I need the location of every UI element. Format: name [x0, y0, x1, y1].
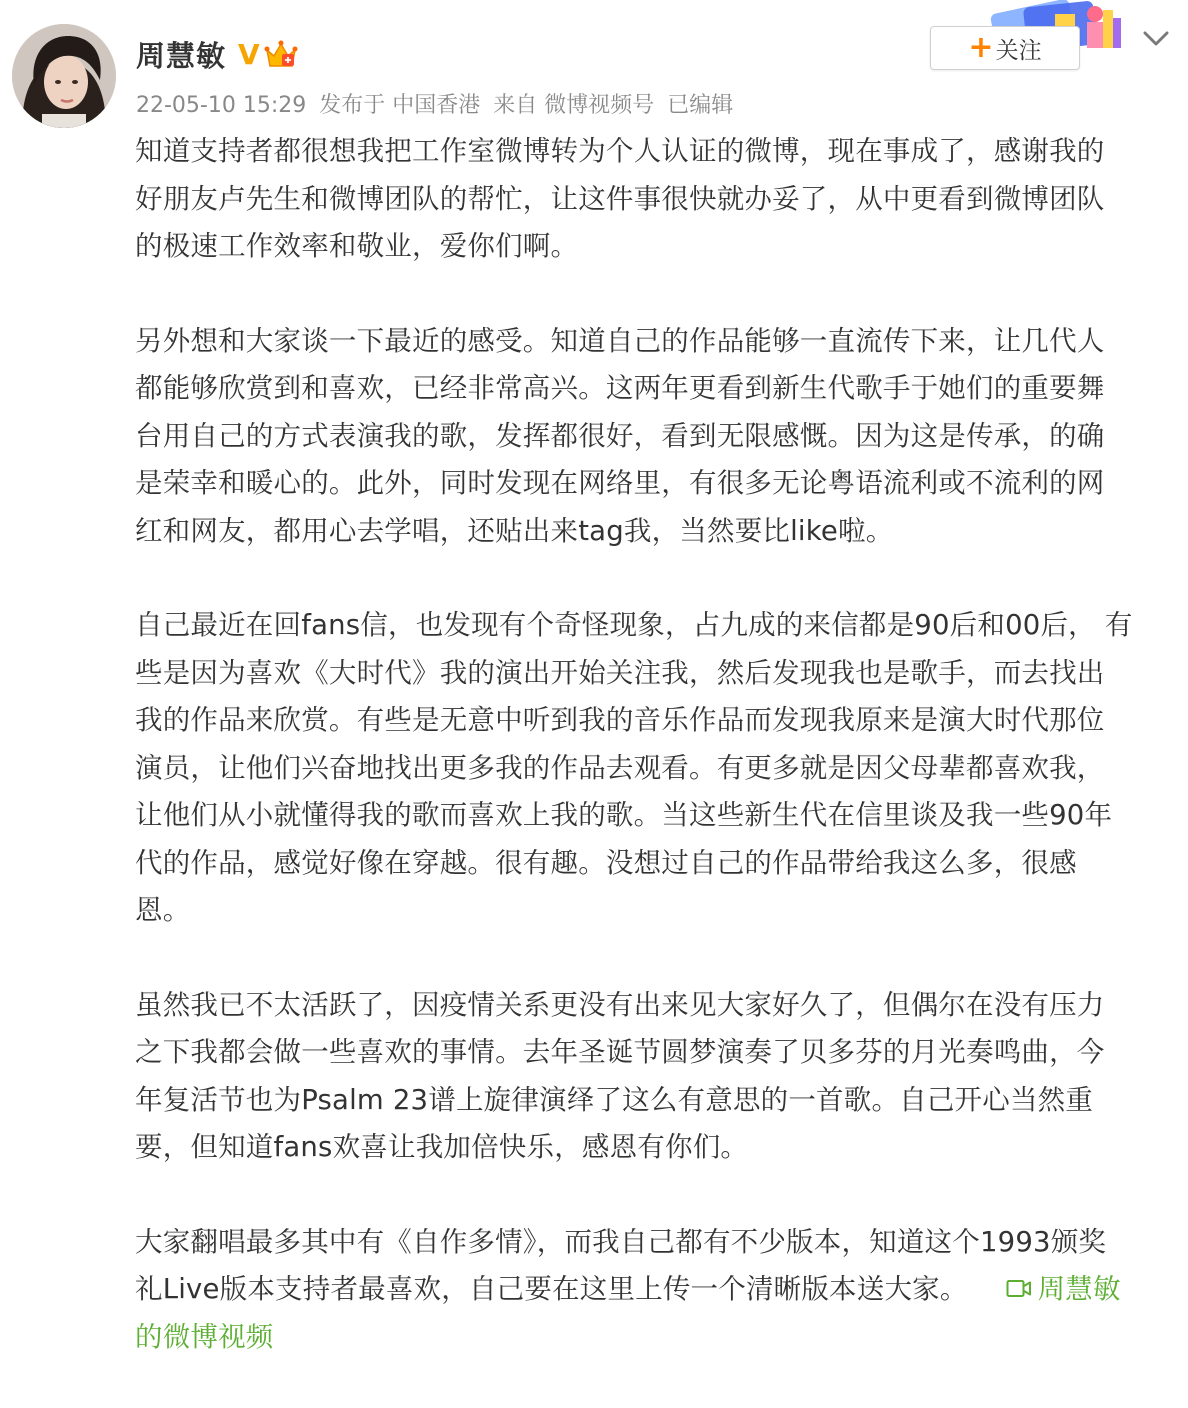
text-line: 让他们从小就懂得我的歌而喜欢上我的歌。当这些新生代在信里谈及我一些90年: [135, 799, 1113, 831]
username[interactable]: 周慧敏: [136, 38, 227, 73]
video-link-text: 周慧敏: [1037, 1273, 1121, 1305]
text-line: 是荣幸和暖心的。此外，同时发现在网络里，有很多无论粤语流利或不流利的网: [135, 467, 1105, 499]
post-paragraph: [135, 982, 1165, 1172]
text-line: 的极速工作效率和敬业，爱你们啊。: [135, 230, 579, 262]
text-line: 代的作品，感觉好像在穿越。很有趣。没想过自己的作品带给我这么多，很感: [135, 846, 1077, 879]
text-line-content: 礼Live版本支持者最喜欢，自己要在这里上传一个清晰版本送大家。: [135, 1273, 968, 1305]
chevron-down-icon[interactable]: [1140, 22, 1172, 54]
text-line: 之下我都会做一些喜欢的事情。去年圣诞节圆梦演奏了贝多芬的月光奏鸣曲，今: [135, 1036, 1105, 1068]
text-line: 红和网友，都用心去学唱，还贴出来tag我，当然要比like啦。: [135, 514, 894, 547]
text-line: 知道支持者都很想我把工作室微博转为个人认证的微博，现在事成了，感谢我的: [135, 135, 1105, 167]
crown-icon[interactable]: [264, 38, 298, 70]
post-meta: [136, 88, 733, 119]
video-icon: [1006, 1278, 1032, 1300]
text-line: 大家翻唱最多其中有《自作多情》，而我自己都有不少版本，知道这个1993颁奖: [135, 1225, 1107, 1258]
text-line: 些是因为喜欢《大时代》我的演出开始关注我，然后发现我也是歌手，而去找出: [135, 656, 1105, 689]
follow-button[interactable]: [930, 26, 1080, 70]
post-time[interactable]: 22-05-10 15:29: [136, 93, 307, 118]
text-line: 自己最近在回fans信，也发现有个奇怪现象，占九成的来信都是90后和00后， 有: [135, 609, 1133, 641]
user-name-row: [136, 34, 298, 74]
verified-badge-icon[interactable]: V: [238, 37, 260, 71]
post-location: 发布于 中国香港: [319, 93, 481, 118]
text-line: 年复活节也为Psalm 23谱上旋律演绎了这么有意思的一首歌。自己开心当然重: [135, 1083, 1094, 1116]
avatar-image: [12, 24, 116, 128]
text-line: 都能够欣赏到和喜欢，已经非常高兴。这两年更看到新生代歌手于她们的重要舞: [135, 372, 1105, 404]
avatar[interactable]: [12, 24, 116, 128]
text-line: 虽然我已不太活跃了，因疫情关系更没有出来见大家好久了，但偶尔在没有压力: [135, 988, 1105, 1021]
plus-icon: +: [968, 30, 994, 65]
video-link[interactable]: [1006, 1273, 1121, 1305]
post-paragraph: [135, 602, 1165, 935]
text-line: [135, 1314, 1165, 1362]
text-line: 另外想和大家谈一下最近的感受。知道自己的作品能够一直流传下来，让几代人: [135, 324, 1105, 357]
text-line: 要，但知道fans欢喜让我加倍快乐，感恩有你们。: [135, 1131, 749, 1163]
post-paragraph: [135, 128, 1165, 271]
post-paragraph: [135, 318, 1165, 556]
edited-label[interactable]: 已编辑: [667, 93, 734, 118]
post-content: [135, 128, 1165, 1408]
text-line: 台用自己的方式表演我的歌，发挥都很好，看到无限感慨。因为这是传承，的确: [135, 419, 1105, 452]
follow-label: 关注: [995, 37, 1042, 64]
post-source[interactable]: 来自 微博视频号: [493, 93, 655, 118]
video-link-continued[interactable]: 的微博视频: [135, 1320, 274, 1353]
text-line: [135, 1266, 1165, 1314]
text-line: 我的作品来欣赏。有些是无意中听到我的音乐作品而发现我原来是演大时代那位: [135, 704, 1105, 736]
text-line: 好朋友卢先生和微博团队的帮忙，让这件事很快就办妥了，从中更看到微博团队: [135, 182, 1105, 215]
text-line: 恩。: [135, 894, 191, 926]
text-line: 演员，让他们兴奋地找出更多我的作品去观看。有更多就是因父母辈都喜欢我，: [135, 751, 1105, 784]
post-paragraph: [135, 1219, 1165, 1362]
